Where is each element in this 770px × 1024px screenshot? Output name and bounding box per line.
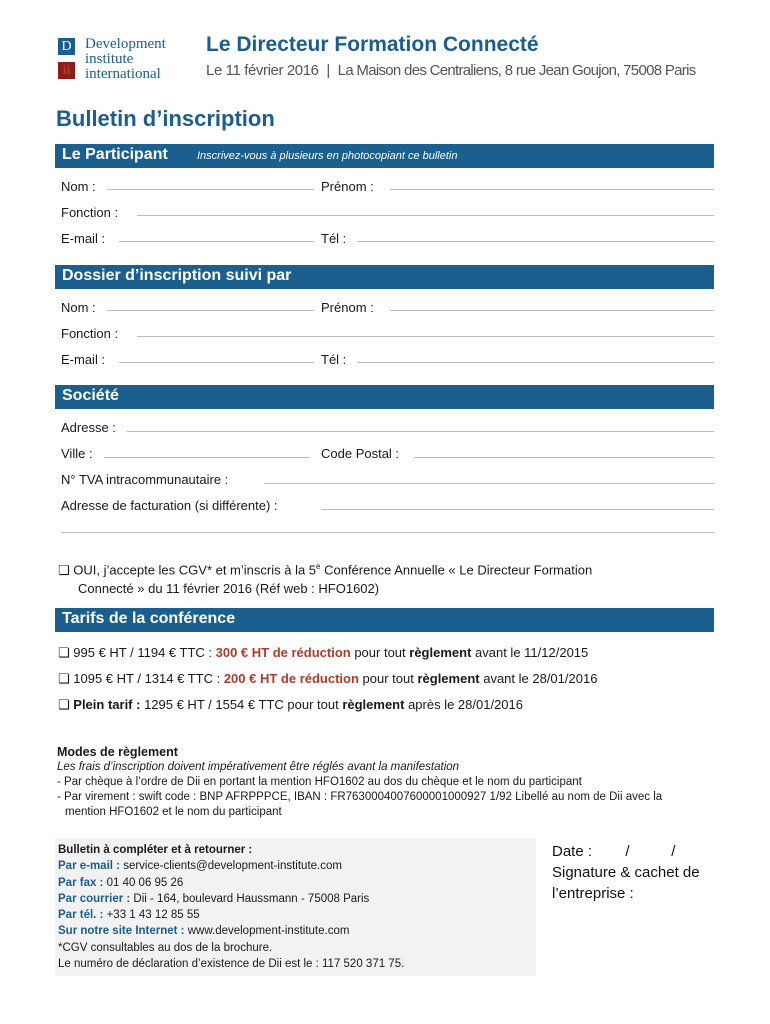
return-tel-row <box>58 907 536 923</box>
tarif-3-reglement: règlement <box>342 697 405 712</box>
societe-facturation-field-2[interactable] <box>61 532 714 533</box>
return-courrier-key: Par courrier : <box>58 892 134 905</box>
dossier-email-field[interactable] <box>119 362 314 363</box>
cgv-text-line-2: Connecté » du 11 février 2016 (Réf web : HFO1602) <box>78 581 380 597</box>
dossier-fonction-field[interactable] <box>137 336 714 337</box>
return-site-link[interactable]: www.development-institute.com <box>187 925 350 938</box>
dossier-section-header <box>55 265 714 289</box>
return-courrier-row <box>58 891 536 907</box>
cgv-text-line-1a: OUI, j’accepte les CGV* et m’inscris à la 5 <box>73 562 317 578</box>
logo-d-box: D <box>58 38 75 55</box>
societe-facturation-field[interactable] <box>321 509 714 510</box>
signature-label-1: Signature & cachet de <box>552 864 700 881</box>
tarif-2-reglement: règlement <box>417 671 480 686</box>
societe-tva-label: N° TVA intracommunautaire : <box>61 472 229 487</box>
dossier-nom-field[interactable] <box>107 310 314 311</box>
tarif-3-deadline: après le 28/01/2016 <box>404 697 523 712</box>
participant-nom-label: Nom : <box>61 179 96 194</box>
dossier-prenom-field[interactable] <box>390 310 714 311</box>
logo-wordmark <box>85 37 166 82</box>
logo-line-2: institute <box>85 51 134 67</box>
tarif-1-reglement: règlement <box>409 645 472 660</box>
cgv-text-line-1b: Conférence Annuelle « Le Directeur Formation <box>320 562 593 578</box>
tarif-2-discount: 200 € HT de réduction <box>223 671 359 686</box>
signature-area <box>552 841 700 904</box>
dossier-tel-label: Tél : <box>321 352 347 367</box>
return-fax-key: Par fax : <box>58 876 107 889</box>
payment-virement-line-2: mention HFO1602 et le nom du participant <box>65 806 282 818</box>
societe-ville-field[interactable] <box>104 457 310 458</box>
return-fax-row <box>58 875 536 891</box>
tarif-3-checkbox[interactable]: ❏ <box>58 697 70 712</box>
tarif-1-mid: pour tout <box>350 645 410 660</box>
tarif-option-1 <box>58 645 588 661</box>
societe-tva-field[interactable] <box>264 483 714 484</box>
payment-cheque: - Par chèque à l’ordre de Dii en portant la mention HFO1602 au dos du chèque et le nom du participant <box>57 776 582 788</box>
tarifs-section-header <box>55 608 714 632</box>
subtitle-separator: | <box>326 62 330 79</box>
participant-section-header <box>55 144 714 168</box>
participant-prenom-field[interactable] <box>390 189 714 190</box>
payment-modes-subtitle: Les frais d’inscription doivent impérativement être réglés avant la manifestation <box>57 761 460 773</box>
conference-title: Le Directeur Formation Connecté <box>206 33 539 56</box>
payment-virement-line-1: - Par virement : swift code : BNP AFRPPPCE, IBAN : FR7630004007600001000927 1/92 Libellé au nom de Dii avec la <box>57 791 663 803</box>
societe-adresse-label: Adresse : <box>61 420 116 435</box>
return-email-key: Par e-mail : <box>58 860 124 873</box>
participant-fonction-label: Fonction : <box>61 205 119 220</box>
tarif-1-discount: 300 € HT de réduction <box>215 645 351 660</box>
tarif-1-deadline: avant le 11/12/2015 <box>471 645 589 660</box>
return-email-row <box>58 858 536 874</box>
societe-adresse-field[interactable] <box>127 431 714 432</box>
return-fax-value: 01 40 06 95 26 <box>106 876 184 889</box>
dossier-prenom-label: Prénom : <box>321 300 374 315</box>
societe-heading: Société <box>62 387 119 404</box>
participant-prenom-label: Prénom : <box>321 179 374 194</box>
signature-label-2: l’entreprise : <box>552 885 634 902</box>
return-site-row <box>58 923 536 939</box>
return-info-box <box>55 838 536 976</box>
dossier-fonction-label: Fonction : <box>61 326 119 341</box>
cgv-acceptance <box>58 557 592 598</box>
return-email-link[interactable]: service-clients@development-institute.com <box>123 860 342 873</box>
dossier-tel-field[interactable] <box>357 362 714 363</box>
tarif-option-3 <box>58 697 523 713</box>
return-courrier-value: Dii - 164, boulevard Haussmann - 75008 Paris <box>133 892 370 905</box>
return-declaration: Le numéro de déclaration d’existence de Dii est le : 117 520 371 75. <box>58 958 405 971</box>
conference-date: Le 11 février 2016 <box>206 62 319 79</box>
tarif-option-2 <box>58 671 597 687</box>
societe-ville-label: Ville : <box>61 446 93 461</box>
societe-code-postal-label: Code Postal : <box>321 446 400 461</box>
conference-subtitle <box>206 62 696 79</box>
tarif-1-checkbox[interactable]: ❏ <box>58 645 70 660</box>
return-tel-value: +33 1 43 12 85 55 <box>106 909 200 922</box>
dossier-nom-label: Nom : <box>61 300 96 315</box>
participant-tel-label: Tél : <box>321 231 347 246</box>
societe-facturation-label: Adresse de facturation (si différente) : <box>61 498 278 513</box>
return-cgv-note: *CGV consultables au dos de la brochure. <box>58 941 273 954</box>
payment-modes-title: Modes de règlement <box>57 745 178 759</box>
logo-ii-box: ii <box>58 62 75 79</box>
return-site-key: Sur notre site Internet : <box>58 925 188 938</box>
conference-venue: La Maison des Centraliens, 8 rue Jean Goujon, 75008 Paris <box>337 62 696 79</box>
participant-nom-field[interactable] <box>107 189 314 190</box>
tarif-2-deadline: avant le 28/01/2016 <box>479 671 598 686</box>
tarif-1-price: 995 € HT / 1194 € TTC : <box>69 645 216 660</box>
logo-line-3: international <box>85 66 161 82</box>
participant-note: Inscrivez-vous à plusieurs en photocopiant ce bulletin <box>197 150 458 162</box>
form-title: Bulletin d’inscription <box>56 106 275 131</box>
participant-email-label: E-mail : <box>61 231 106 246</box>
dossier-email-label: E-mail : <box>61 352 106 367</box>
participant-fonction-field[interactable] <box>137 215 714 216</box>
cgv-checkbox[interactable]: ❏ <box>58 562 70 578</box>
participant-tel-field[interactable] <box>357 241 714 242</box>
tarif-3-price: 1295 € HT / 1554 € TTC pour tout <box>144 697 343 712</box>
dossier-heading: Dossier d’inscription suivi par <box>62 267 292 284</box>
tarif-2-price: 1095 € HT / 1314 € TTC : <box>69 671 224 686</box>
payment-modes <box>57 745 717 820</box>
tarif-2-checkbox[interactable]: ❏ <box>58 671 70 686</box>
participant-heading: Le Participant <box>62 146 168 163</box>
return-tel-key: Par tél. : <box>58 909 107 922</box>
societe-code-postal-field[interactable] <box>414 457 714 458</box>
return-heading: Bulletin à compléter et à retourner : <box>58 844 253 856</box>
tarifs-heading: Tarifs de la conférence <box>62 610 236 627</box>
societe-section-header <box>55 385 714 409</box>
logo-line-1: Development <box>85 36 166 52</box>
participant-email-field[interactable] <box>119 241 314 242</box>
tarif-2-mid: pour tout <box>358 671 418 686</box>
signature-date[interactable]: Date : / / <box>552 843 676 860</box>
cgv-superscript: e <box>316 562 321 571</box>
tarif-3-label: Plein tarif : <box>69 697 145 712</box>
